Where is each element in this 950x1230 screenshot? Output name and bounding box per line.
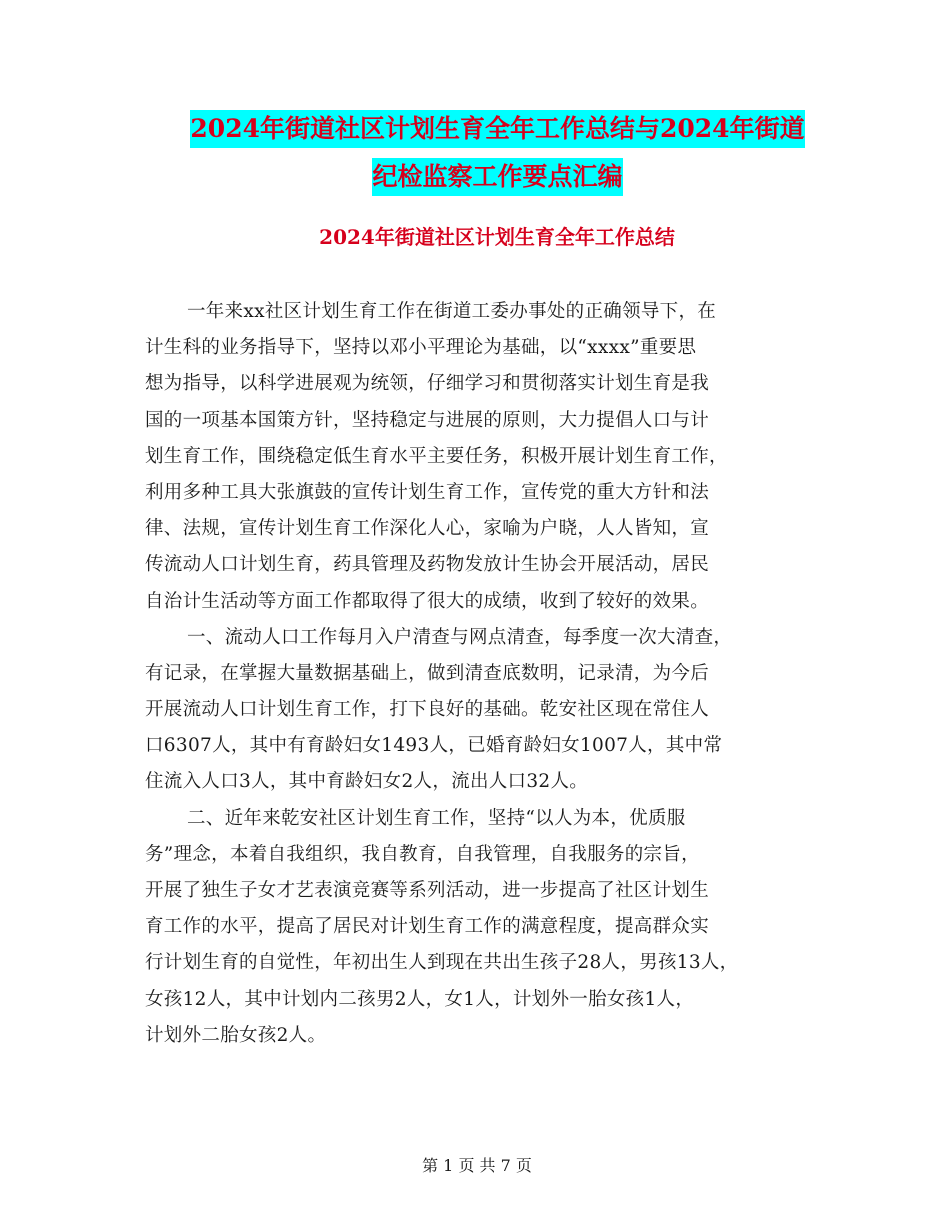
- page-number-footer: 第 1 页 共 7 页: [422, 1156, 532, 1175]
- section-title: 2024年街道社区计划生育全年工作总结: [319, 225, 675, 249]
- paragraph-line: 一、流动人口工作每月入户清查与网点清查，每季度一次大清查，: [187, 626, 733, 648]
- paragraph-line: 务”理念，本着自我组织，我自教育，自我管理，自我服务的宗旨，: [145, 843, 700, 865]
- paragraph-line: 想为指导，以科学进展观为统领，仔细学习和贯彻落实计划生育是我: [145, 373, 710, 395]
- document-title: [0, 110, 950, 196]
- paragraph-line: 有记录，在掌握大量数据基础上，做到清查底数明，记录清，为今后: [145, 662, 710, 684]
- title-line-1: 2024年街道社区计划生育全年工作总结与2024年街道: [190, 110, 804, 148]
- paragraph-line: 国的一项基本国策方针，坚持稳定与进展的原则，大力提倡人口与计: [145, 409, 710, 431]
- paragraph-line: 传流动人口计划生育，药具管理及药物发放计生协会开展活动，居民: [145, 554, 710, 576]
- paragraph-line: 育工作的水平，提高了居民对计划生育工作的满意程度，提高群众实: [145, 916, 710, 938]
- paragraph-line: 划生育工作，围绕稳定低生育水平主要任务，积极开展计划生育工作，: [145, 445, 728, 467]
- paragraph-line: 自治计生活动等方面工作都取得了很大的成绩，收到了较好的效果。: [145, 590, 710, 612]
- paragraph-line: 女孩12人，其中计划内二孩男2人，女1人，计划外一胎女孩1人，: [145, 988, 695, 1010]
- paragraph-line: 计划外二胎女孩2人。: [145, 1024, 327, 1046]
- paragraph-line: 住流入人口3人，其中育龄妇女2人，流出人口32人。: [145, 771, 589, 793]
- paragraph-line: 律、法规，宣传计划生育工作深化人心，家喻为户晓，人人皆知，宣: [145, 518, 710, 540]
- title-line-2: 纪检监察工作要点汇编: [372, 158, 622, 196]
- paragraph-line: 开展流动人口计划生育工作，打下良好的基础。乾安社区现在常住人: [145, 699, 710, 721]
- paragraph-line: 一年来xx社区计划生育工作在街道工委办事处的正确领导下，在: [187, 301, 717, 322]
- paragraph-line: 二、近年来乾安社区计划生育工作，坚持“以人为本，优质服: [187, 807, 686, 829]
- paragraph-line: 口6307人，其中有育龄妇女1493人，已婚育龄妇女1007人，其中常: [145, 735, 723, 757]
- paragraph-line: 开展了独生子女才艺表演竞赛等系列活动，进一步提高了社区计划生: [145, 880, 710, 901]
- paragraph-line: 计生科的业务指导下，坚持以邓小平理论为基础，以“xxxx”重要思: [145, 337, 697, 359]
- paragraph-line: 利用多种工具大张旗鼓的宣传计划生育工作，宣传党的重大方针和法: [145, 481, 710, 503]
- paragraph-line: 行计划生育的自觉性，年初出生人到现在共出生孩子28人，男孩13人，: [145, 952, 739, 974]
- body-text: [145, 294, 845, 1054]
